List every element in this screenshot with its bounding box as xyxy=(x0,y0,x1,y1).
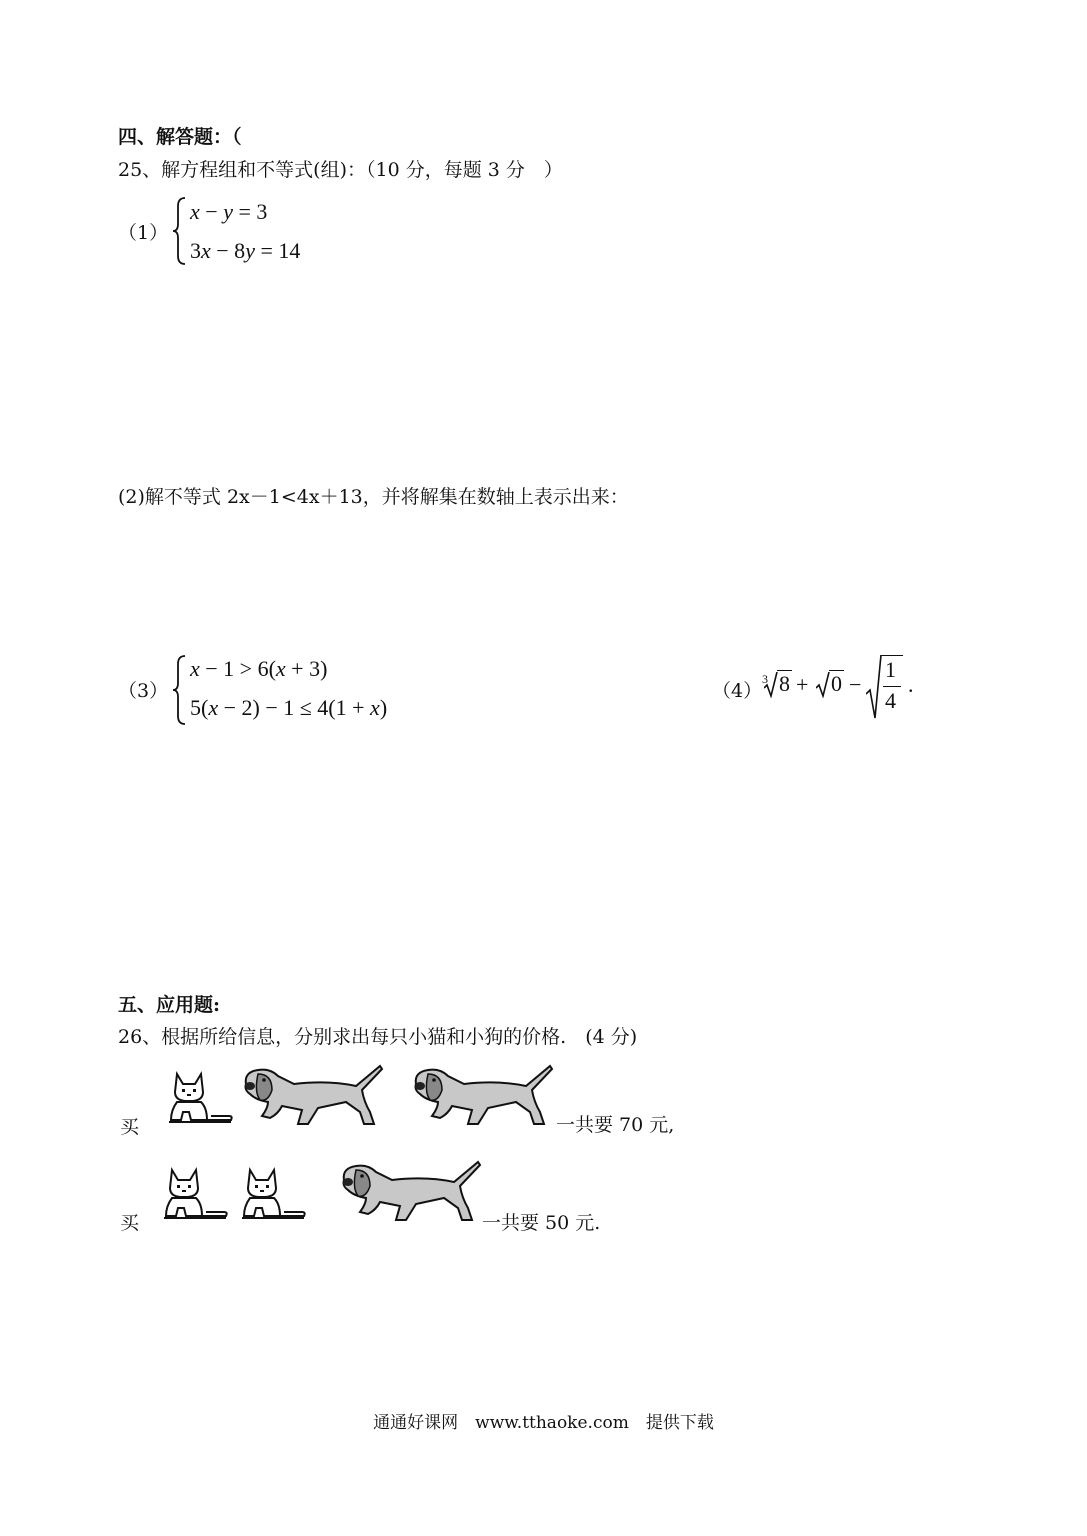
buy-result: 一共要 50 元. xyxy=(482,1212,601,1234)
cube-root-radicand: 8 xyxy=(779,671,790,696)
equation-1 xyxy=(190,199,267,225)
ineq-text: + 3) xyxy=(285,656,328,681)
left-brace-icon xyxy=(172,196,188,266)
problem-2-text: (2)解不等式 2x－1<4x＋13，并将解集在数轴上表示出来： xyxy=(118,486,629,508)
var-x: x xyxy=(190,199,200,224)
rhs: = 3 xyxy=(238,199,268,224)
var-x: x xyxy=(208,695,219,720)
ineq-text: − 2) − 1 ≤ 4(1 + xyxy=(218,695,371,720)
cat-icon xyxy=(158,1164,230,1222)
dog-icon xyxy=(238,1062,384,1132)
ineq-text: − 1 > 6( xyxy=(199,656,276,681)
question-25-title: 25、解方程组和不等式(组)：（10 分，每题 3 分 ） xyxy=(118,159,563,181)
var-y: y xyxy=(223,199,233,224)
coef: 3 xyxy=(190,238,201,263)
period: . xyxy=(908,672,914,697)
equation-2 xyxy=(190,238,300,264)
inequality-2 xyxy=(190,695,387,721)
term: − 8 xyxy=(216,238,246,263)
plus-sign: + xyxy=(796,672,809,697)
buy-label: 买 xyxy=(120,1212,140,1234)
left-brace-icon xyxy=(172,654,188,726)
rhs: = 14 xyxy=(260,238,301,263)
cube-root-index: 3 xyxy=(762,672,768,686)
var-x: x xyxy=(201,238,211,263)
buy-label: 买 xyxy=(120,1116,140,1138)
fraction-bar xyxy=(883,686,901,687)
section-4-heading: 四、解答题：（ xyxy=(118,126,242,148)
dog-icon xyxy=(336,1158,482,1228)
footer-credit: 通通好课网 www.tthaoke.com 提供下载 xyxy=(373,1413,714,1433)
problem-1-label: （1） xyxy=(118,222,169,244)
var-x: x xyxy=(190,656,200,681)
inequality-1 xyxy=(190,656,327,682)
cat-icon xyxy=(236,1164,308,1222)
radical-sign-icon xyxy=(764,672,778,698)
buy-result: 一共要 70 元, xyxy=(556,1114,675,1136)
problem-4-label: （4） xyxy=(712,680,763,702)
var-y: y xyxy=(245,238,255,263)
ineq-text: 5( xyxy=(190,695,209,720)
var-x: x xyxy=(275,656,286,681)
op-minus: − xyxy=(205,199,218,224)
radical-sign-icon xyxy=(866,654,882,720)
var-x: x xyxy=(370,695,380,720)
radical-sign-icon xyxy=(816,672,830,698)
cat-icon xyxy=(163,1068,235,1126)
fraction-numerator: 1 xyxy=(885,657,896,682)
minus-sign: − xyxy=(849,672,862,697)
section-5-heading: 五、应用题: xyxy=(118,994,221,1016)
sqrt-radicand: 0 xyxy=(831,671,842,696)
ineq-text: ) xyxy=(379,695,388,720)
fraction-denominator: 4 xyxy=(885,688,896,713)
problem-3-label: （3） xyxy=(118,680,169,702)
dog-icon xyxy=(408,1062,554,1132)
question-26-title: 26、根据所给信息，分别求出每只小猫和小狗的价格. (4 分) xyxy=(118,1026,638,1048)
